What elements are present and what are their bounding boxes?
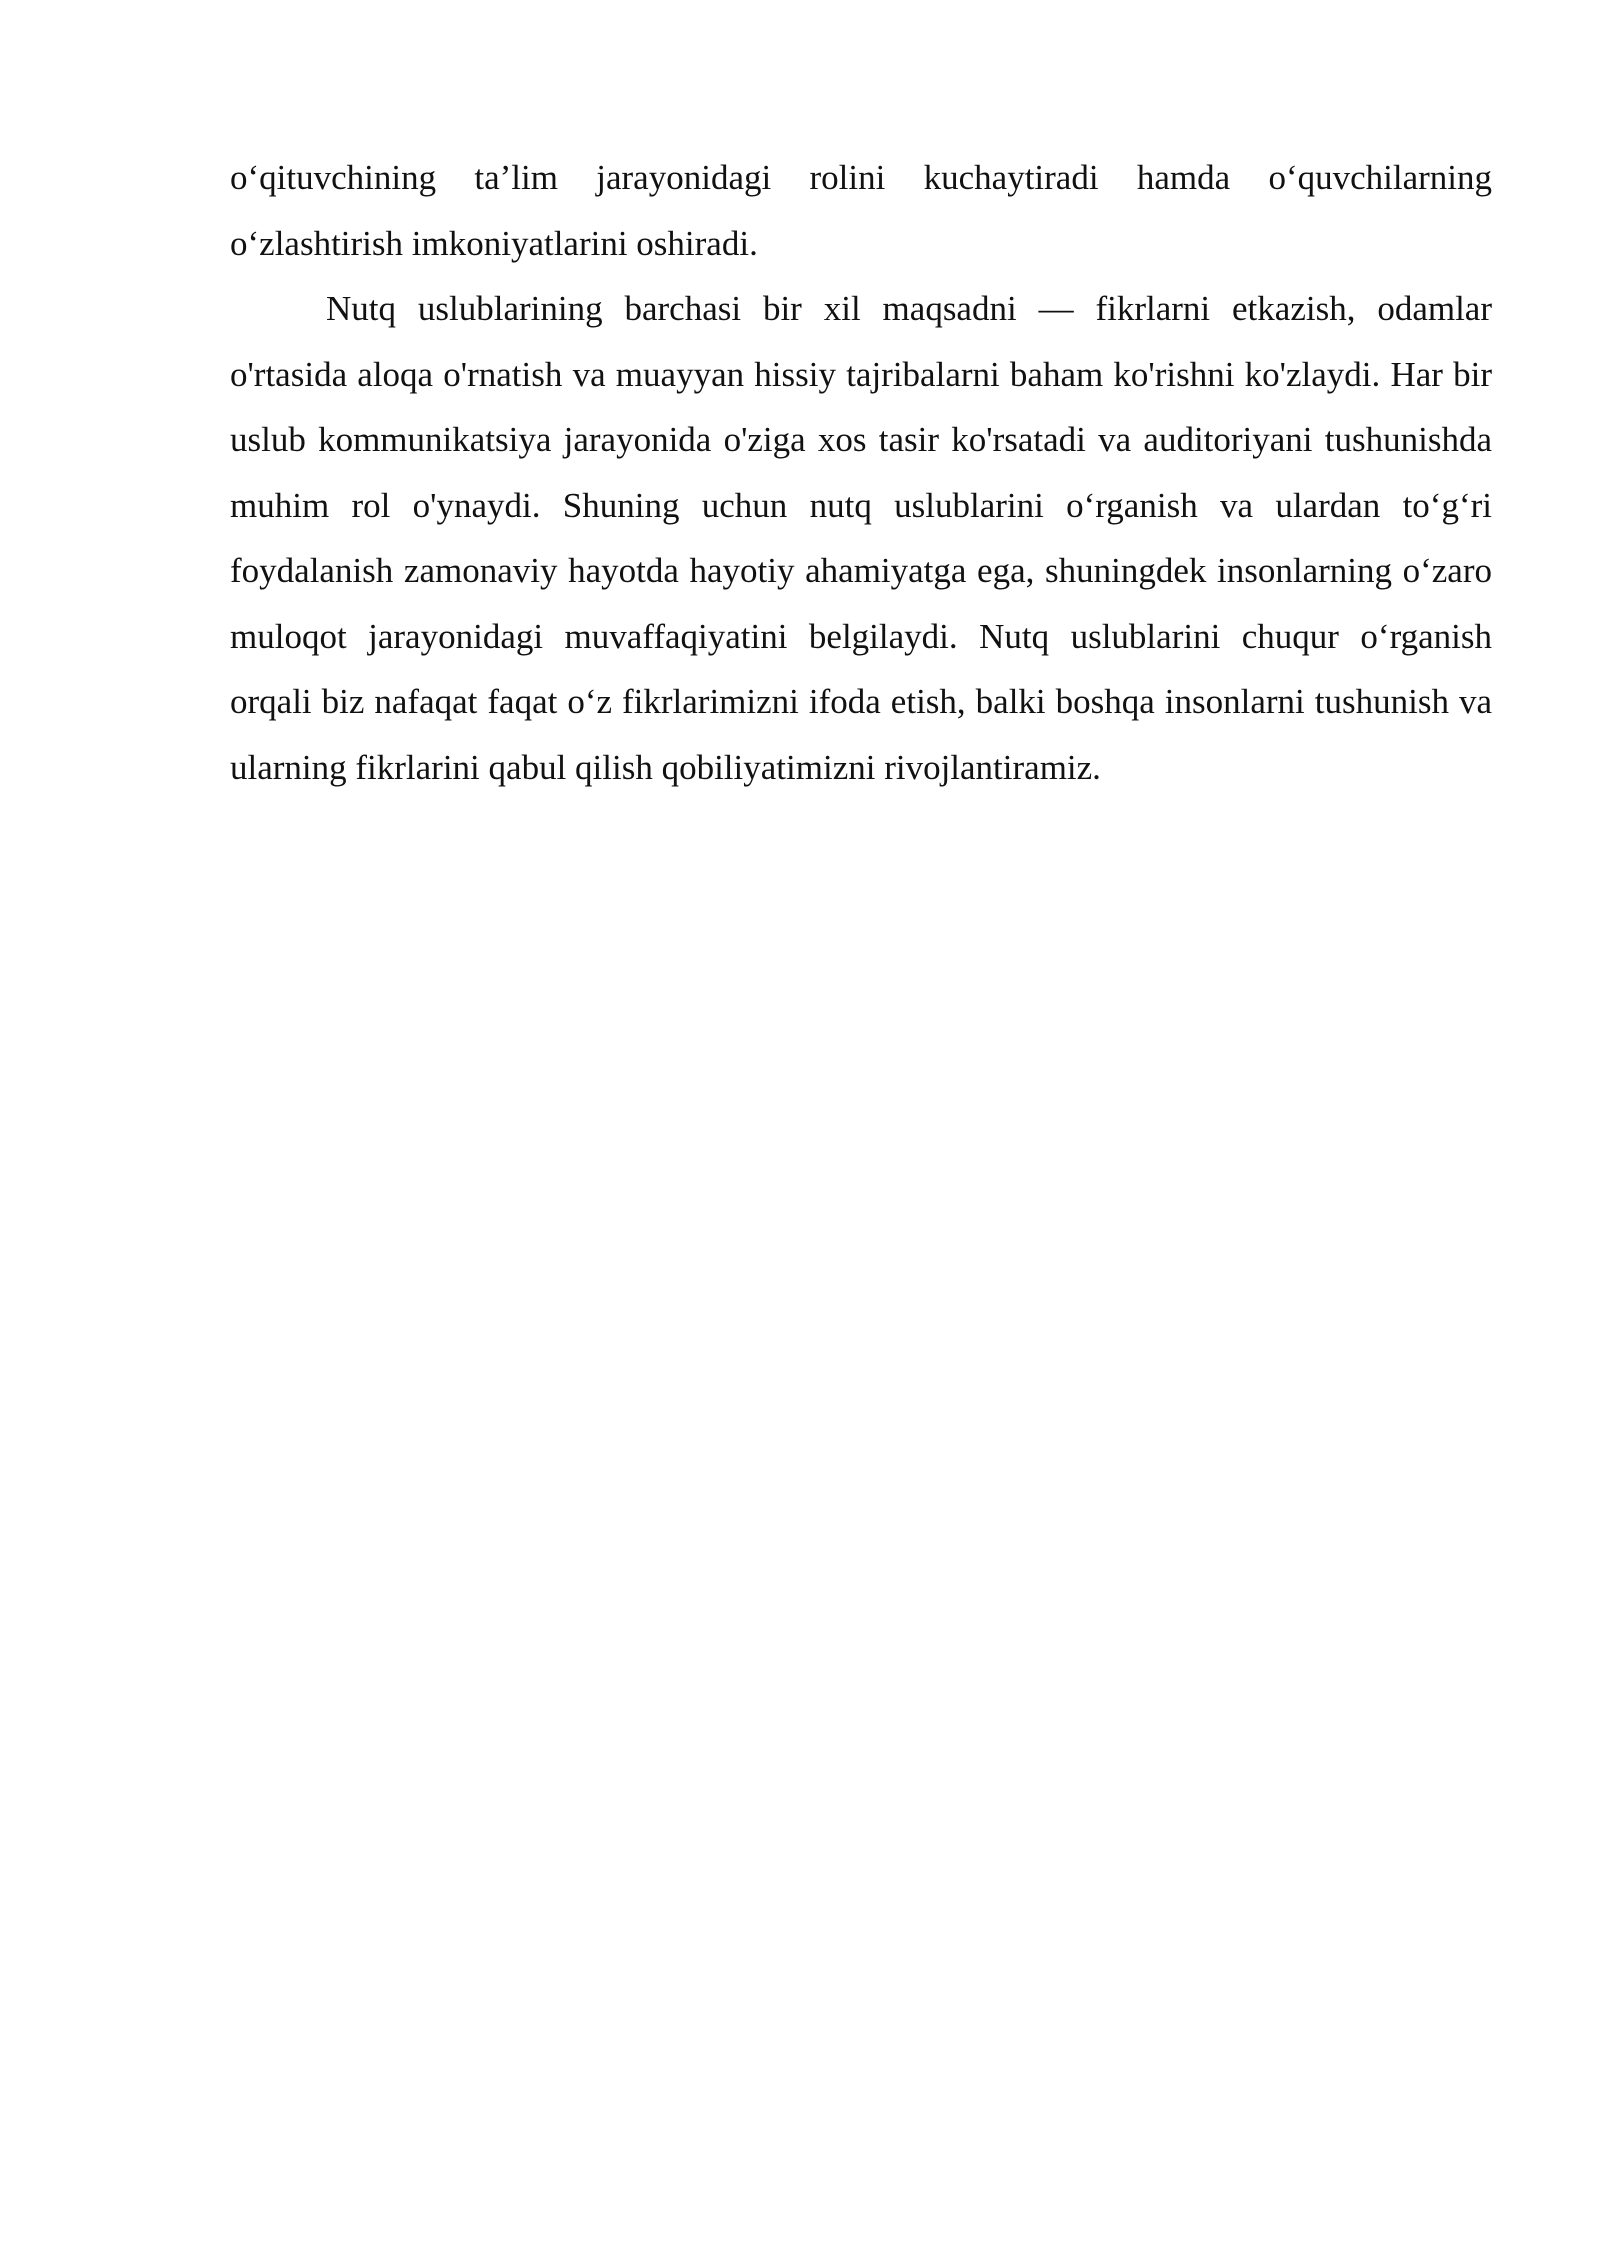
paragraph-continuation: o‘qituvchining ta’lim jarayonidagi rolini kuchaytiradi hamda o‘quvchilarning o‘zlashtirish imkoniyatlarini oshiradi. bbox=[230, 158, 1492, 263]
body-text bbox=[230, 145, 1492, 800]
paragraph-speech-styles: Nutq uslublarining barchasi bir xil maqsadni — fikrlarni etkazish, odamlar o'rtasida aloqa o'rnatish va muayyan hissiy tajribalarni baham ko'rishni ko'zlaydi. Har bir uslub kommunikatsiya jarayonida o'ziga xos tasir ko'rsatadi va auditoriyani tushunishda muhim rol o'ynaydi. Shuning uchun nutq uslublarini o‘rganish va ulardan to‘g‘ri foydalanish zamonaviy hayotda hayotiy ahamiyatga ega, shuningdek insonlarning o‘zaro muloqot jarayonidagi muvaffaqiyatini belgilaydi. Nutq uslublarini chuqur o‘rganish orqali biz nafaqat faqat o‘z fikrlarimizni ifoda etish, balki boshqa insonlarni tushunish va ularning fikrlarini qabul qilish qobiliyatimizni rivojlantiramiz. bbox=[230, 289, 1492, 787]
